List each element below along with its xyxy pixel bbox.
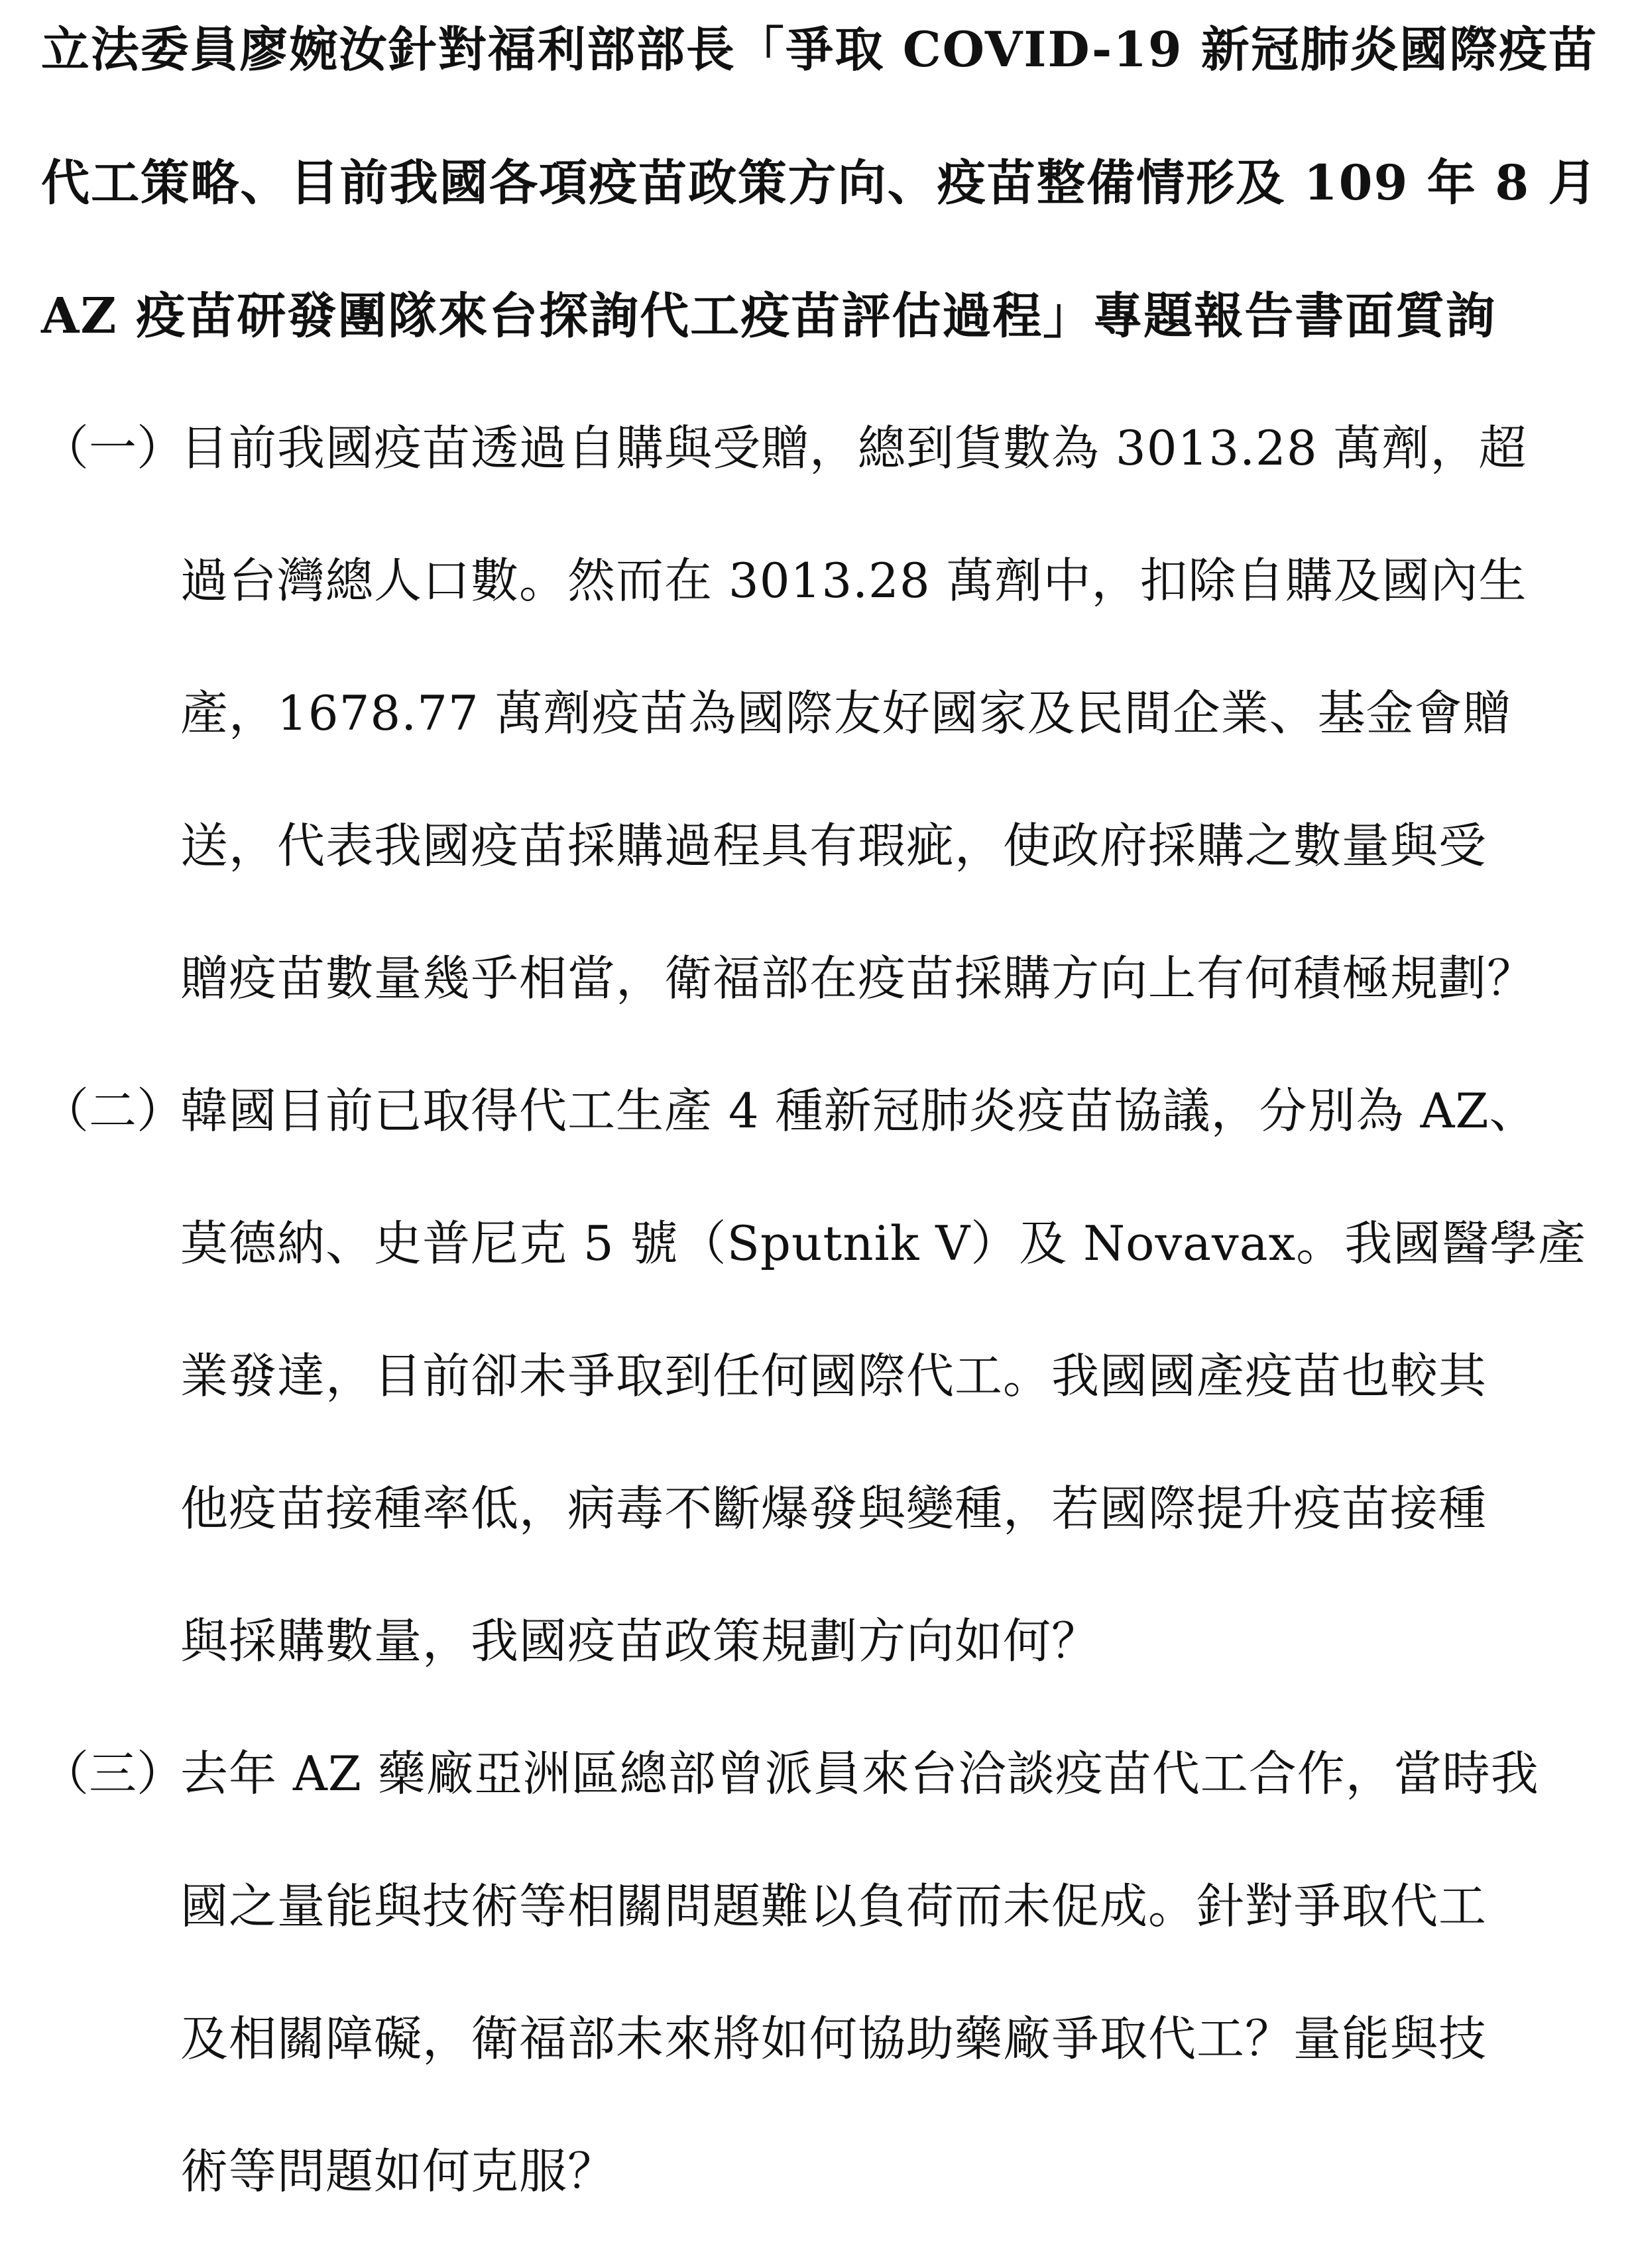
question-line: 莫德納、史普尼克 5 號（Sputnik V）及 Novavax。我國醫學產 [180,1216,1587,1271]
title-line-3: AZ 疫苗研發團隊來台探詢代工疫苗評估過程」專題報告書面質詢 [41,288,1497,345]
question-line: 產，1678.77 萬劑疫苗為國際友好國家及民間企業、基金會贈 [180,685,1511,741]
question-line: 目前我國疫苗透過自購與受贈，總到貨數為 3013.28 萬劑，超 [180,420,1527,476]
question-line: 他疫苗接種率低，病毒不斷爆發與變種，若國際提升疫苗接種 [180,1481,1487,1536]
question-line: 業發達，目前卻未爭取到任何國際代工。我國國產疫苗也較其 [180,1348,1487,1404]
question-line: 送，代表我國疫苗採購過程具有瑕疵，使政府採購之數量與受 [180,818,1487,874]
question-marker: （二） [41,1083,185,1139]
question-line: 國之量能與技術等相關問題難以負荷而未促成。針對爭取代工 [180,1878,1487,1934]
question-marker: （一） [41,420,185,476]
question-marker: （三） [41,1746,185,1801]
question-line: 與採購數量，我國疫苗政策規劃方向如何？ [180,1613,1100,1669]
question-line: 去年 AZ 藥廠亞洲區總部曾派員來台洽談疫苗代工合作，當時我 [180,1746,1539,1801]
title-line-2: 代工策略、目前我國各項疫苗政策方向、疫苗整備情形及 109 年 8 月 [41,154,1598,211]
question-line: 術等問題如何克服？ [180,2143,616,2199]
question-line: 贈疫苗數量幾乎相當，衛福部在疫苗採購方向上有何積極規劃？ [180,950,1536,1006]
question-line: 韓國目前已取得代工生產 4 種新冠肺炎疫苗協議，分別為 AZ、 [180,1083,1538,1139]
question-line: 過台灣總人口數。然而在 3013.28 萬劑中，扣除自購及國內生 [180,553,1527,608]
question-line: 及相關障礙，衛福部未來將如何協助藥廠爭取代工？量能與技 [180,2011,1487,2067]
title-line-1: 立法委員廖婉汝針對福利部部長「爭取 COVID-19 新冠肺炎國際疫苗 [41,22,1598,78]
